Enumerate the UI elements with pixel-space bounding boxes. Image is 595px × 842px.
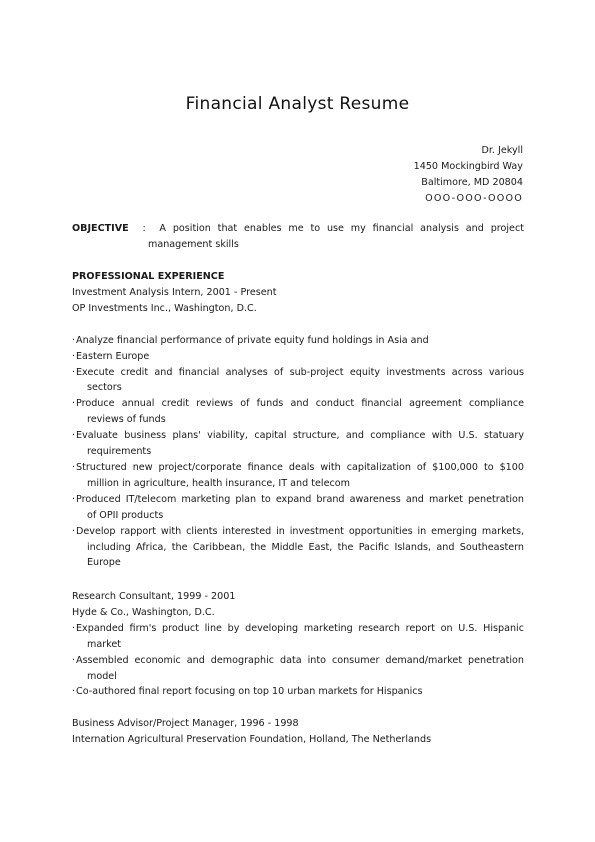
bullet-text-line: Execute credit and financial analyses of sub-project equity investments across various (76, 366, 524, 378)
bullet-marker: · (72, 461, 76, 473)
job1-bullet-item (72, 349, 524, 365)
bullet-text-line: requirements (87, 446, 152, 458)
job1-bullet-item (72, 365, 524, 397)
job1-bullet-list (72, 333, 524, 572)
job2-title: Research Consultant, 1999 - 2001 (72, 591, 236, 602)
job1-bullet-item (72, 492, 524, 524)
contact-street: 1450 Mockingbird Way (413, 161, 523, 172)
contact-phone: OOO-OOO-OOOO (425, 193, 523, 204)
job3-section (72, 716, 524, 748)
objective-separator: : (142, 223, 146, 234)
job2-bullet-item (72, 684, 524, 700)
bullet-marker: · (72, 398, 76, 410)
objective-text-line1: A position that enables me to use my financial analysis and project (159, 223, 525, 234)
objective-section (72, 221, 524, 253)
objective-label: OBJECTIVE (72, 223, 129, 234)
job2-section (72, 589, 524, 700)
contact-name: Dr. Jekyll (481, 145, 523, 156)
bullet-text-line: Produce annual credit reviews of funds and conduct financial agreement compliance (76, 398, 524, 410)
bullet-text-line: of OPII products (87, 509, 164, 521)
bullet-marker: · (72, 686, 76, 698)
bullet-text-line: Structured new project/corporate finance deals with capitalization of $100,000 to $100 (76, 461, 524, 473)
bullet-marker: · (72, 366, 76, 378)
job2-company: Hyde & Co., Washington, D.C. (72, 606, 215, 618)
job1-bullet-item (72, 524, 524, 572)
contact-block (414, 143, 523, 207)
job2-bullet-item (72, 621, 524, 653)
job3-company: Internation Agricultural Preservation Foundation, Holland, The Netherlands (72, 733, 432, 745)
bullet-marker: · (72, 622, 76, 634)
experience-heading: PROFESSIONAL EXPERIENCE (72, 271, 225, 282)
bullet-text-line: Co-authored final report focusing on top 10 urban markets for Hispanics (76, 686, 423, 698)
job2-bullet-list (72, 621, 524, 701)
bullet-marker: · (72, 334, 76, 346)
bullet-marker: · (72, 350, 76, 362)
bullet-text-line: market (87, 638, 122, 650)
bullet-marker: · (72, 430, 76, 442)
bullet-text-line: Expanded firm's product line by developing marketing research report on U.S. Hispanic (76, 622, 524, 634)
objective-text-line2: management skills (148, 239, 239, 250)
bullet-text-line: including Africa, the Caribbean, the Middle East, the Pacific Islands, and Southeastern (87, 541, 524, 553)
job1-bullet-item (72, 460, 524, 492)
job1-title: Investment Analysis Intern, 2001 - Present (72, 286, 277, 298)
bullet-text-line: model (87, 670, 117, 682)
job1-bullet-item (72, 396, 524, 428)
bullet-text-line: Analyze financial performance of private equity fund holdings in Asia and (76, 334, 429, 346)
contact-city: Baltimore, MD 20804 (421, 177, 523, 188)
bullet-text-line: sectors (87, 382, 122, 394)
bullet-marker: · (72, 525, 76, 537)
job1-bullet-item (72, 428, 524, 460)
bullet-marker: · (72, 654, 76, 666)
bullet-text-line: Develop rapport with clients interested in investment opportunities in emerging markets, (76, 525, 524, 537)
bullet-text-line: Produced IT/telecom marketing plan to expand brand awareness and market penetration (76, 493, 524, 505)
bullet-text-line: Assembled economic and demographic data into consumer demand/market penetration (76, 654, 524, 666)
job1-company: OP Investments Inc., Washington, D.C. (72, 302, 257, 314)
job3-title: Business Advisor/Project Manager, 1996 - 1998 (72, 718, 299, 729)
bullet-text-line: million in agriculture, health insurance, IT and telecom (87, 477, 350, 489)
bullet-text-line: Europe (87, 557, 121, 569)
experience-section (72, 269, 524, 571)
bullet-text-line: Eastern Europe (76, 350, 150, 362)
bullet-text-line: Evaluate business plans' viability, capital structure, and compliance with U.S. statuary (76, 430, 524, 442)
document-title: Financial Analyst Resume (185, 94, 410, 114)
bullet-marker: · (72, 493, 76, 505)
job1-bullet-item (72, 333, 524, 349)
bullet-text-line: reviews of funds (87, 414, 166, 426)
job2-bullet-item (72, 653, 524, 685)
